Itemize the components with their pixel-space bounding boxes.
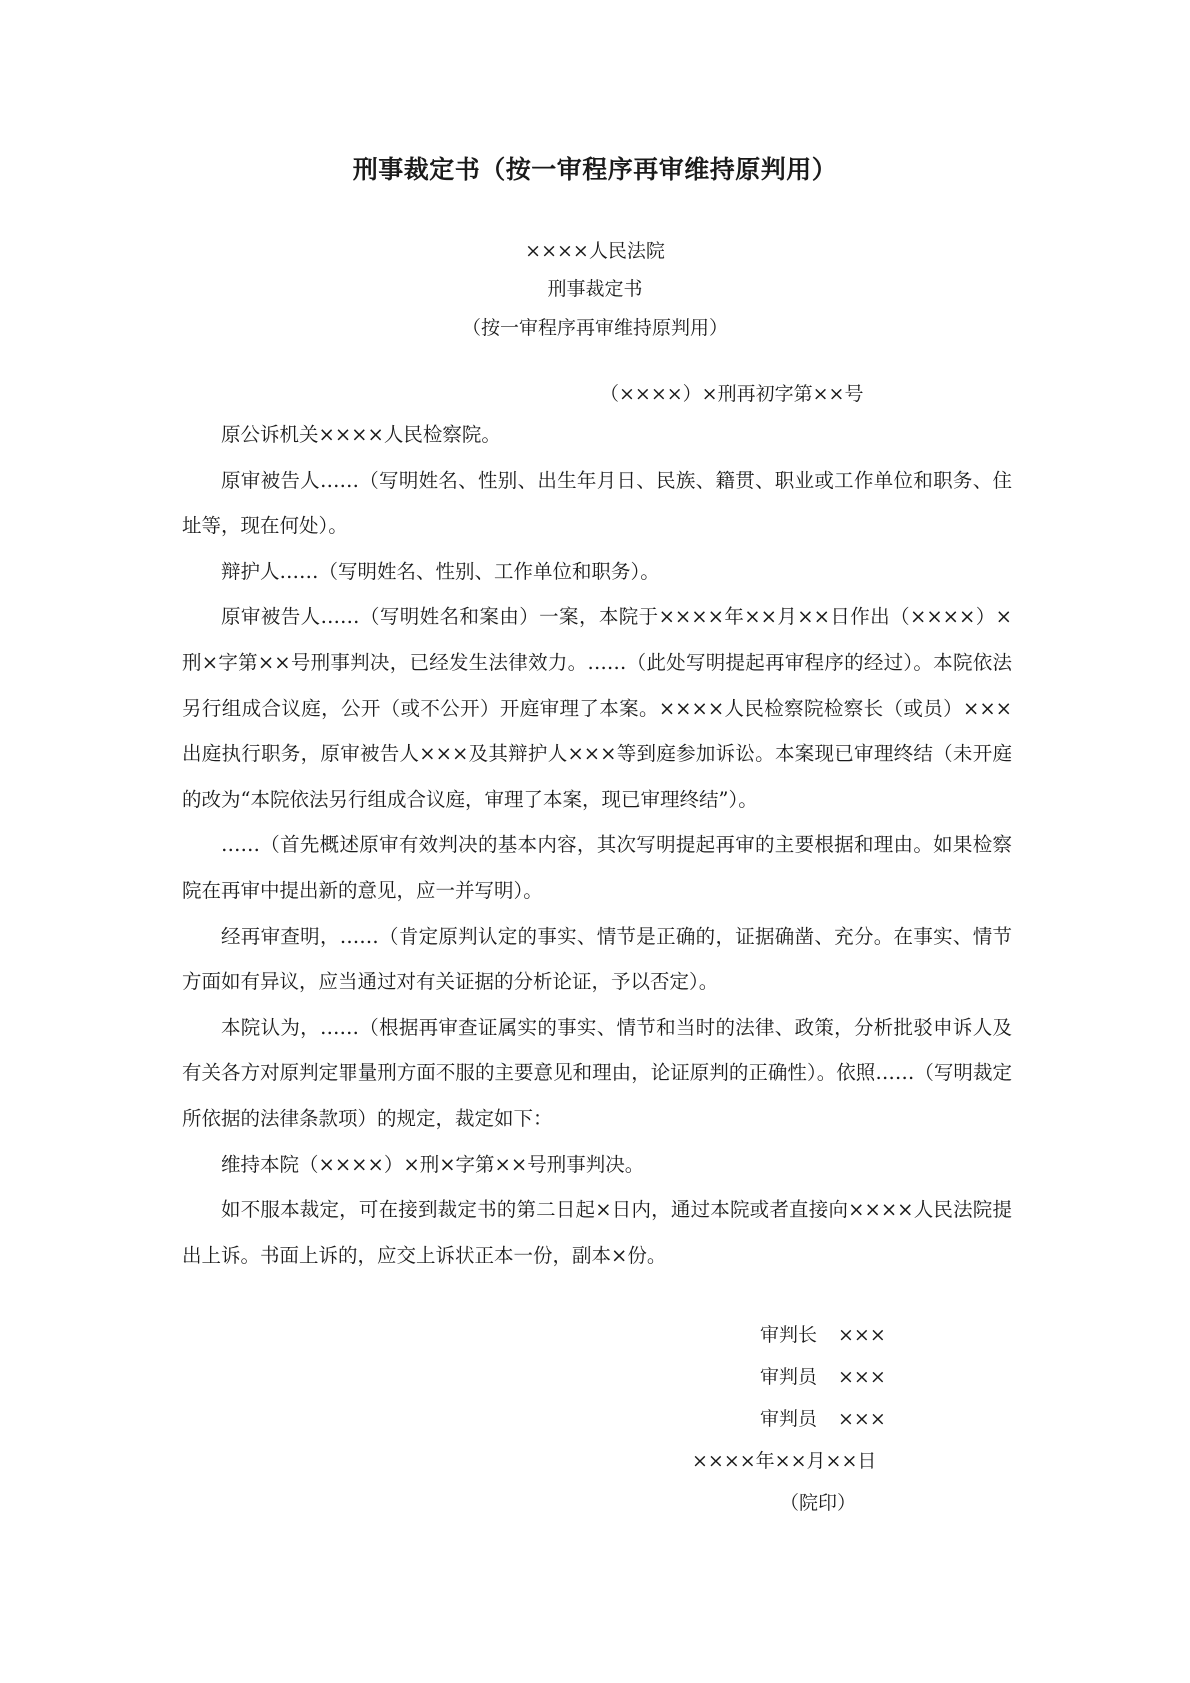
signature-role: 审判员 bbox=[760, 1366, 818, 1388]
signature-date: ××××年××月××日 bbox=[692, 1450, 877, 1472]
document-title: 刑事裁定书（按一审程序再审维持原判用） bbox=[352, 155, 838, 184]
paragraph-court-opinion: 本院认为，……（根据再审查证属实的事实、情节和当时的法律、政策，分析批驳申诉人及有关各方对原判定罪量刑方面不服的主要意见和理由，论证原判的正确性）。依照……（写明裁定所依据的法律条款项）的规定，裁定如下： bbox=[182, 1015, 1012, 1130]
signature-role: 审判长 bbox=[760, 1324, 818, 1346]
paragraph-defendant: 原审被告人……（写明姓名、性别、出生年月日、民族、籍贯、职业或工作单位和职务、住址等，现在何处）。 bbox=[182, 468, 1012, 538]
paragraph-prosecutor: 原公诉机关××××人民检察院。 bbox=[221, 423, 501, 446]
signature-judge-2 bbox=[760, 1404, 886, 1431]
signature-name: ××× bbox=[838, 1408, 886, 1430]
court-seal: （院印） bbox=[780, 1492, 857, 1514]
case-number: （××××）×刑再初字第××号 bbox=[600, 383, 864, 405]
court-name: ××××人民法院 bbox=[525, 240, 665, 262]
signature-role: 审判员 bbox=[760, 1408, 818, 1430]
paragraph-original-judgment: ……（首先概述原审有效判决的基本内容，其次写明提起再审的主要根据和理由。如果检察院在再审中提出新的意见，应一并写明）。 bbox=[182, 833, 1012, 902]
signature-judge-1 bbox=[760, 1362, 886, 1389]
document-body bbox=[182, 412, 1012, 1278]
paragraph-appeal-notice: 如不服本裁定，可在接到裁定书的第二日起×日内，通过本院或者直接向××××人民法院提出上诉。书面上诉的，应交上诉状正本一份，副本×份。 bbox=[182, 1198, 1012, 1267]
document-subtitle: （按一审程序再审维持原判用） bbox=[461, 317, 728, 339]
signature-name: ××× bbox=[838, 1366, 886, 1388]
paragraph-findings: 经再审查明，……（肯定原判认定的事实、情节是正确的，证据确凿、充分。在事实、情节方面如有异议，应当通过对有关证据的分析论证，予以否定）。 bbox=[182, 924, 1012, 994]
paragraph-case-history: 原审被告人……（写明姓名和案由）一案，本院于××××年××月××日作出（××××）×刑×字第××号刑事判决，已经发生法律效力。……（此处写明提起再审程序的经过）。本院依法另行组成合议庭，公开（或不公开）开庭审理了本案。××××人民检察院检察长（或员）×××出庭执行职务，原审被告人×××及其辩护人×××等到庭参加诉讼。本案现已审理终结（未开庭的改为“本院依法另行组成合议庭，审理了本案，现已审理终结”）。 bbox=[182, 605, 1012, 811]
paragraph-ruling: 维持本院（××××）×刑×字第××号刑事判决。 bbox=[221, 1152, 645, 1176]
paragraph-defender: 辩护人……（写明姓名、性别、工作单位和职务）。 bbox=[221, 559, 660, 583]
signature-presiding-judge bbox=[760, 1320, 886, 1347]
signature-name: ××× bbox=[838, 1324, 886, 1346]
document-type: 刑事裁定书 bbox=[547, 278, 643, 300]
